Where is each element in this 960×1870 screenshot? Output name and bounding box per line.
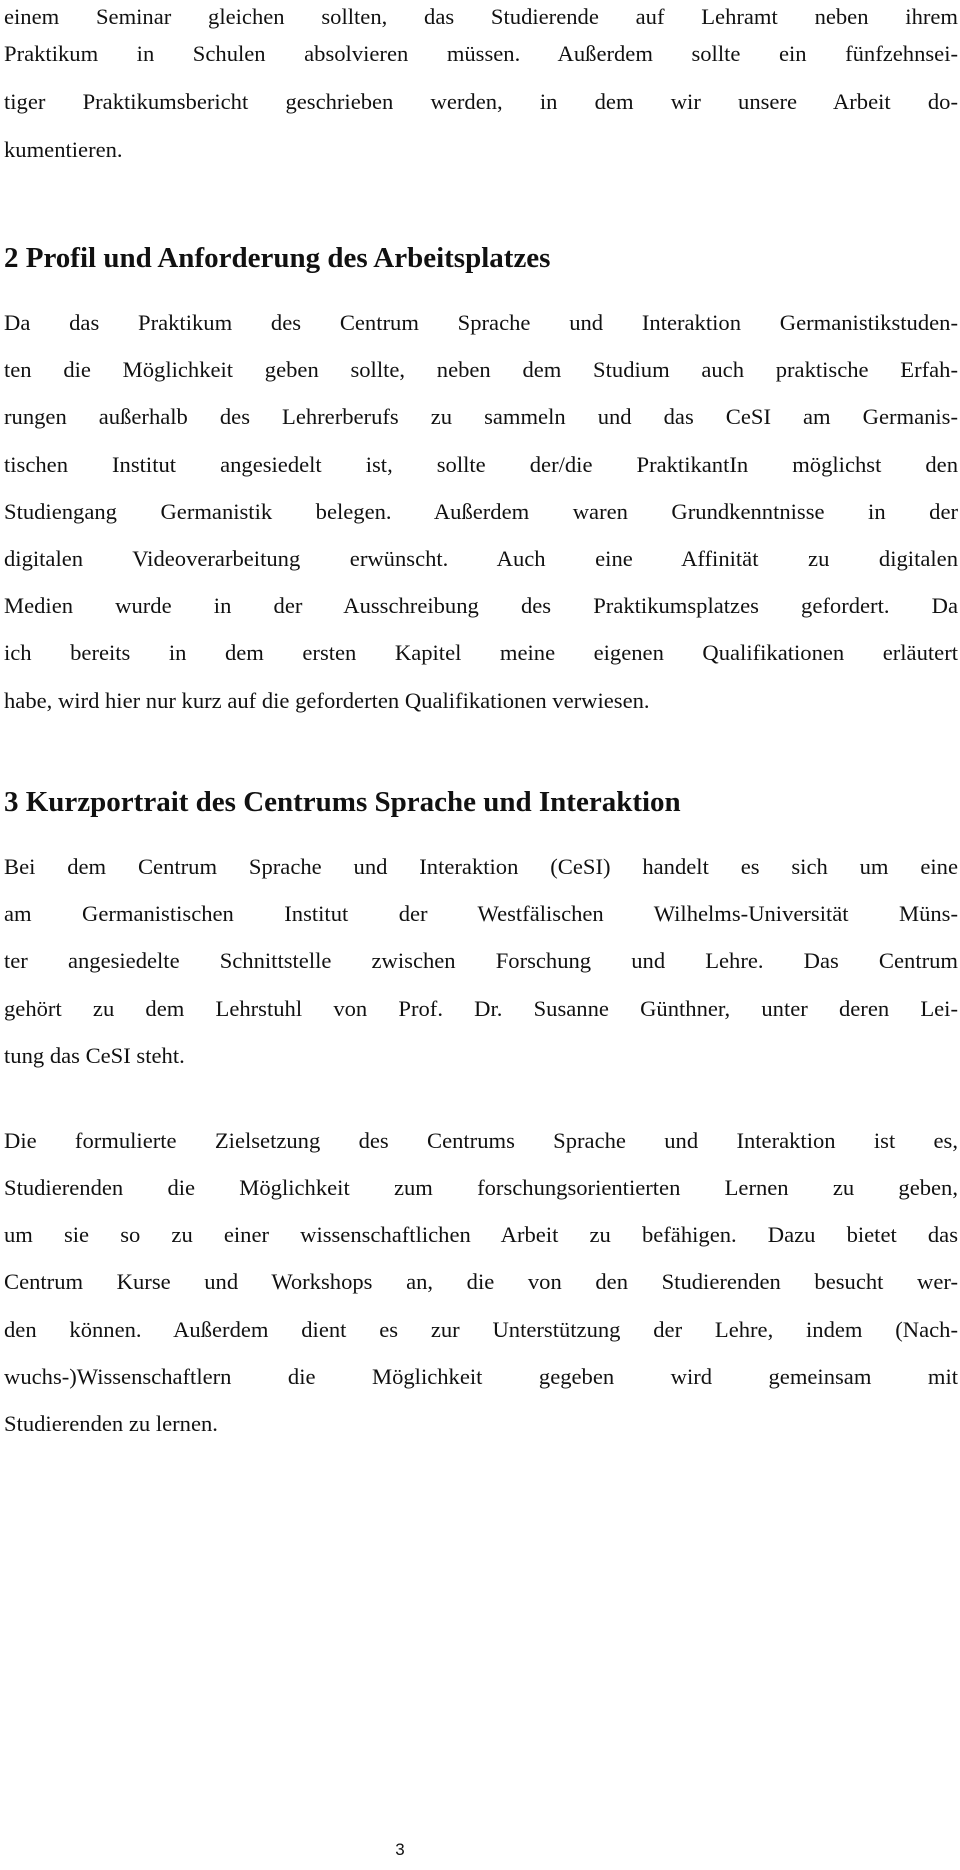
- text-line: digitalen Videoverarbeitung erwünscht. Auch eine Affinität zu digitalen: [4, 546, 958, 571]
- section-heading: 3 Kurzportrait des Centrums Sprache und Interaktion: [4, 786, 681, 818]
- text-line: Studierenden die Möglichkeit zum forschungsorientierten Lernen zu geben,: [4, 1175, 958, 1200]
- text-line: Studierenden zu lernen.: [4, 1411, 218, 1436]
- section-heading: 2 Profil und Anforderung des Arbeitsplatzes: [4, 242, 551, 274]
- text-line: am Germanistischen Institut der Westfälischen Wilhelms-Universität Müns-: [4, 901, 958, 926]
- text-line: den können. Außerdem dient es zur Unterstützung der Lehre, indem (Nach-: [4, 1317, 958, 1342]
- page-number: 3: [395, 1840, 405, 1859]
- text-line: ter angesiedelte Schnittstelle zwischen Forschung und Lehre. Das Centrum: [4, 948, 958, 973]
- text-line: ich bereits in dem ersten Kapitel meine eigenen Qualifikationen erläutert: [4, 640, 958, 665]
- text-line: Centrum Kurse und Workshops an, die von den Studierenden besucht wer-: [4, 1269, 958, 1294]
- text-line: Studiengang Germanistik belegen. Außerdem waren Grundkenntnisse in der: [4, 499, 958, 524]
- text-line: ten die Möglichkeit geben sollte, neben dem Studium auch praktische Erfah-: [4, 357, 958, 382]
- text-line: Praktikum in Schulen absolvieren müssen. Außerdem sollte ein fünfzehnsei-: [4, 41, 958, 66]
- text-line: kumentieren.: [4, 137, 123, 162]
- text-line: tung das CeSI steht.: [4, 1043, 185, 1068]
- text-line: Die formulierte Zielsetzung des Centrums Sprache und Interaktion ist es,: [4, 1128, 958, 1153]
- text-line: habe, wird hier nur kurz auf die geforderten Qualifikationen verwiesen.: [4, 688, 650, 713]
- text-line: wuchs-)Wissenschaftlern die Möglichkeit gegeben wird gemeinsam mit: [4, 1364, 958, 1389]
- text-line: gehört zu dem Lehrstuhl von Prof. Dr. Susanne Günthner, unter deren Lei-: [4, 996, 958, 1021]
- text-line: rungen außerhalb des Lehrerberufs zu sammeln und das CeSI am Germanis-: [4, 404, 958, 429]
- text-line: Bei dem Centrum Sprache und Interaktion (CeSI) handelt es sich um eine: [4, 854, 958, 879]
- text-line: um sie so zu einer wissenschaftlichen Arbeit zu befähigen. Dazu bietet das: [4, 1222, 958, 1247]
- text-line: tischen Institut angesiedelt ist, sollte der/die PraktikantIn möglichst den: [4, 452, 958, 477]
- text-line: Medien wurde in der Ausschreibung des Praktikumsplatzes gefordert. Da: [4, 593, 958, 618]
- text-line: tiger Praktikumsbericht geschrieben werden, in dem wir unsere Arbeit do-: [4, 89, 958, 114]
- text-line: Da das Praktikum des Centrum Sprache und Interaktion Germanistikstuden-: [4, 310, 958, 335]
- text-line: einem Seminar gleichen sollten, das Studierende auf Lehramt neben ihrem: [4, 4, 958, 29]
